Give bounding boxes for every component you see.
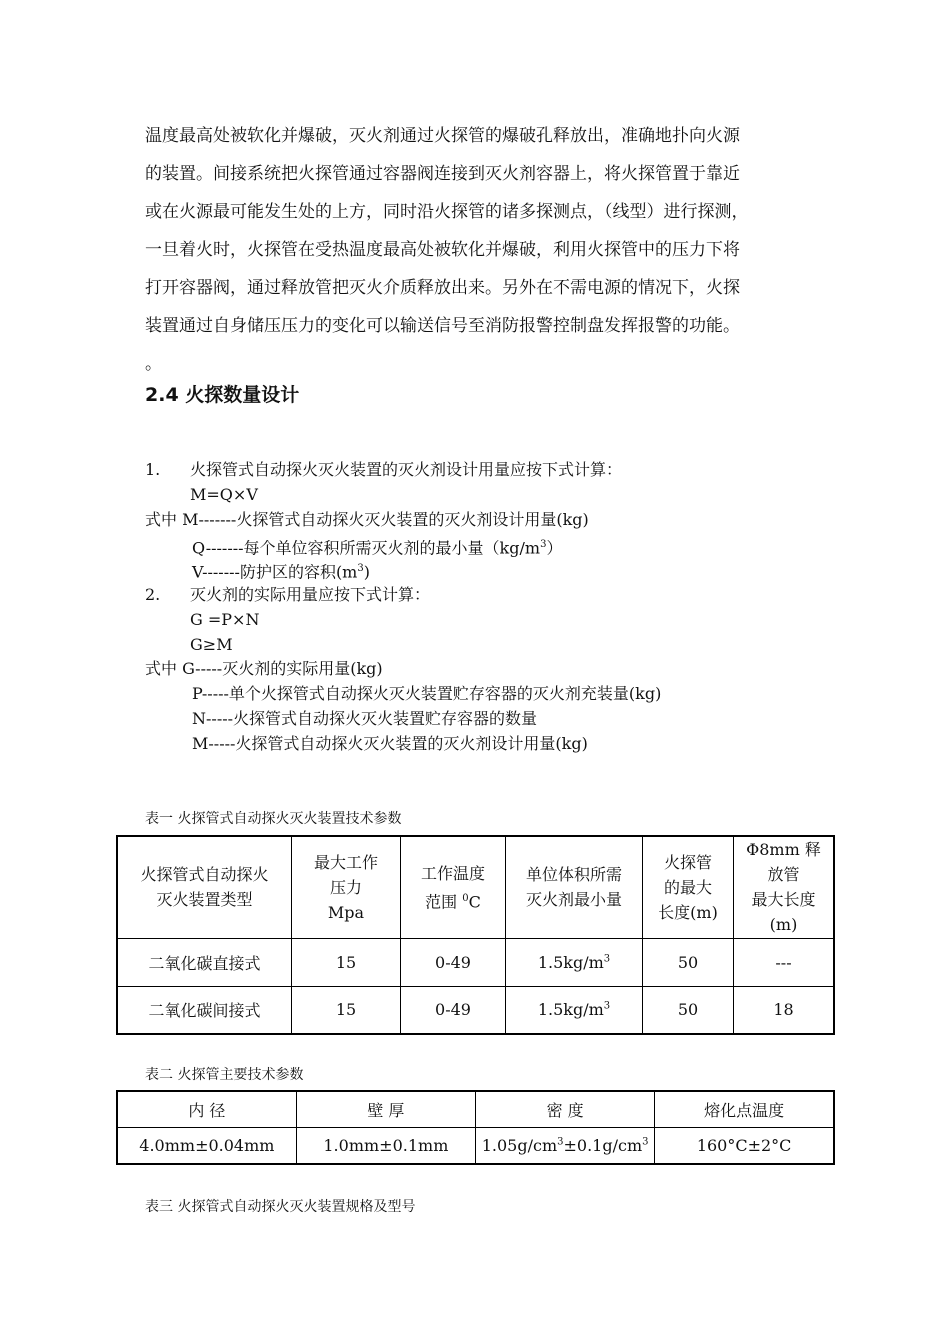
- table-cell: 18: [734, 986, 835, 1034]
- item-number: 2.: [145, 585, 161, 604]
- paragraph-line: 或在火源最可能发生处的上方，同时沿火探管的诸多探测点，（线型）进行探测，: [145, 202, 749, 222]
- where-line: [192, 535, 562, 558]
- header-cell: 最大工作 压力 Mpa: [292, 836, 401, 938]
- where-prefix: Q-------: [192, 538, 244, 558]
- table-cell: $1.5kg/m^3$: [506, 986, 643, 1034]
- where-prefix: 式中 G-----: [145, 659, 223, 678]
- table3-caption: 表三 火探管式自动探火灭火装置规格及型号: [145, 1199, 416, 1215]
- where-line: [145, 510, 589, 530]
- body-paragraph: [145, 117, 815, 383]
- table-cell: 15: [292, 938, 401, 986]
- paragraph-line: 。: [145, 354, 162, 374]
- where-line: [192, 709, 537, 729]
- where-line: [192, 559, 370, 582]
- table-cell: 50: [643, 938, 734, 986]
- header-cell: 火探管式自动探火 灭火装置类型: [117, 836, 292, 938]
- table-cell: 50: [643, 986, 734, 1034]
- header-cell: 单位体积所需 灭火剂最小量: [506, 836, 643, 938]
- item-text: 火探管式自动探火灭火装置的灭火剂设计用量应按下式计算：: [190, 460, 623, 479]
- item-text: 灭火剂的实际用量应按下式计算：: [190, 585, 431, 604]
- where-prefix: P-----: [192, 684, 229, 703]
- table-row: [117, 938, 834, 986]
- table1-caption: 表一 火探管式自动探火灭火装置技术参数: [145, 811, 402, 827]
- table-cell: 二氧化碳直接式: [117, 938, 292, 986]
- table-cell: $1.05g/cm^3\pm 0.1g/cm^3$: [476, 1127, 655, 1164]
- header-cell: 壁 厚: [296, 1091, 475, 1127]
- paragraph-line: 的装置。间接系统把火探管通过容器阀连接到灭火剂容器上，将火探管置于靠近: [145, 164, 740, 184]
- where-text: 单个火探管式自动探火灭火装置贮存容器的灭火剂充装量(kg): [228, 684, 662, 703]
- table1: [116, 835, 835, 1035]
- table-header-row: [117, 1091, 834, 1127]
- table-row: [117, 986, 834, 1034]
- where-suffix: ): [363, 562, 370, 582]
- formula: G≥M: [190, 635, 233, 654]
- where-prefix: 式中 M-------: [145, 510, 237, 529]
- formula: M=Q×V: [190, 485, 258, 504]
- table-row: [117, 1127, 834, 1164]
- table-cell: ---: [734, 938, 835, 986]
- table2: [116, 1090, 835, 1165]
- superscript: 3: [357, 563, 364, 574]
- table-cell: 1.0mm±0.1mm: [296, 1127, 475, 1164]
- paragraph-line: 打开容器阀，通过释放管把灭火介质释放出来。另外在不需电源的情况下，火探: [145, 278, 740, 298]
- header-cell: 密 度: [476, 1091, 655, 1127]
- where-text: 每个单位容积所需灭火剂的最小量（kg/m: [243, 538, 541, 558]
- header-cell: 内 径: [117, 1091, 296, 1127]
- header-cell: 熔化点温度: [655, 1091, 834, 1127]
- header-cell: Φ8mm 释 放管 最大长度 (m): [734, 836, 835, 938]
- where-text: 火探管式自动探火灭火装置的灭火剂设计用量(kg): [235, 734, 588, 753]
- where-line: [192, 684, 661, 704]
- section-heading: 2.4 火探数量设计: [145, 384, 300, 406]
- where-prefix: M-----: [192, 734, 236, 753]
- where-prefix: N-----: [192, 709, 234, 728]
- where-text: 防护区的容积(m: [239, 562, 358, 582]
- table-cell: 二氧化碳间接式: [117, 986, 292, 1034]
- superscript: 3: [540, 539, 547, 550]
- header-cell: 火探管 的最大 长度(m): [643, 836, 734, 938]
- table-cell: $1.5kg/m^3$: [506, 938, 643, 986]
- paragraph-line: 装置通过自身储压压力的变化可以输送信号至消防报警控制盘发挥报警的功能。: [145, 316, 740, 336]
- table-cell: 4.0mm±0.04mm: [117, 1127, 296, 1164]
- where-text: 火探管式自动探火灭火装置的灭火剂设计用量(kg): [236, 510, 589, 529]
- where-prefix: V-------: [192, 562, 240, 582]
- where-suffix: ）: [546, 538, 563, 558]
- table-cell: 160°C±2°C: [655, 1127, 834, 1164]
- header-cell: 工作温度 范围 $^0$C: [401, 836, 506, 938]
- where-text: 火探管式自动探火灭火装置贮存容器的数量: [233, 709, 538, 728]
- paragraph-line: 温度最高处被软化并爆破，灭火剂通过火探管的爆破孔释放出，准确地扑向火源: [145, 126, 740, 146]
- table-cell: 0-49: [401, 938, 506, 986]
- where-line: [145, 659, 383, 679]
- item-number: 1.: [145, 460, 161, 479]
- table-header-row: [117, 836, 834, 938]
- where-line: [192, 734, 588, 754]
- table2-caption: 表二 火探管主要技术参数: [145, 1067, 304, 1083]
- where-text: 灭火剂的实际用量(kg): [222, 659, 383, 678]
- table-cell: 0-49: [401, 986, 506, 1034]
- paragraph-line: 一旦着火时，火探管在受热温度最高处被软化并爆破，利用火探管中的压力下将: [145, 240, 740, 260]
- table-cell: 15: [292, 986, 401, 1034]
- formula: G =P×N: [190, 610, 260, 629]
